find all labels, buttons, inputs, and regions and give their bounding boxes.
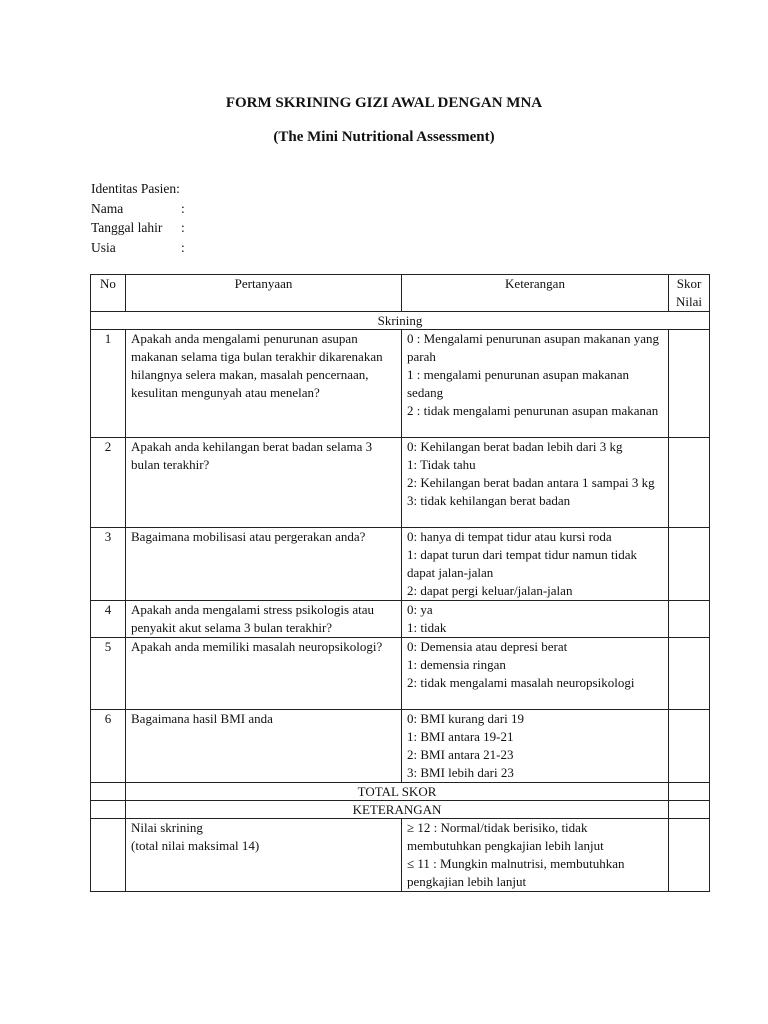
summary-row xyxy=(91,819,710,892)
option-text: 0: hanya di tempat tidur atau kursi roda xyxy=(407,529,612,544)
row-options xyxy=(402,638,669,710)
row-number: 6 xyxy=(91,710,126,783)
table-row xyxy=(91,638,710,710)
option-text: 0: ya xyxy=(407,602,433,617)
option-text: 0: Demensia atau depresi berat xyxy=(407,639,568,654)
row-number: 4 xyxy=(91,601,126,638)
option-text: 1: dapat turun dari tempat tidur namun tidak dapat jalan-jalan xyxy=(407,547,637,580)
row-options xyxy=(402,438,669,528)
option-text: 1: tidak xyxy=(407,620,447,635)
summary-options xyxy=(402,819,669,892)
description-score-empty-cell xyxy=(669,801,710,819)
option-text: 2: BMI antara 21-23 xyxy=(407,747,514,762)
table-row xyxy=(91,710,710,783)
row-options xyxy=(402,330,669,438)
row-question: Apakah anda mengalami penurunan asupan makanan selama tiga bulan terakhir dikarenakan hilangnya selera makan, masalah pencernaan, kesulitan mengunyah atau menelan? xyxy=(126,330,402,438)
identity-field-birthdate xyxy=(91,218,185,238)
section-row-description xyxy=(91,801,710,819)
identity-heading: Identitas Pasien: xyxy=(91,181,180,196)
table-row xyxy=(91,528,710,601)
document-title: FORM SKRINING GIZI AWAL DENGAN MNA xyxy=(225,95,543,111)
header-question: Pertanyaan xyxy=(126,275,402,312)
summary-question-line: Nilai skrining xyxy=(131,820,203,835)
total-score-label: TOTAL SKOR xyxy=(126,783,669,801)
option-text: 2: Kehilangan berat badan antara 1 sampai 3 kg xyxy=(407,475,655,490)
patient-identity-section xyxy=(91,179,185,257)
row-number: 3 xyxy=(91,528,126,601)
identity-field-age xyxy=(91,238,185,258)
row-options xyxy=(402,710,669,783)
option-text: ≤ 11 : Mungkin malnutrisi, membutuhkan pengkajian lebih lanjut xyxy=(407,856,625,889)
summary-score-cell[interactable] xyxy=(669,819,710,892)
table-header-row xyxy=(91,275,710,312)
header-score-line2: Nilai xyxy=(676,294,702,309)
section-screening-label: Skrining xyxy=(91,312,710,330)
option-text: ≥ 12 : Normal/tidak berisiko, tidak membutuhkan pengkajian lebih lanjut xyxy=(407,820,604,853)
identity-colon: : xyxy=(181,220,185,235)
option-text: 1: BMI antara 19-21 xyxy=(407,729,514,744)
header-score xyxy=(669,275,710,312)
header-no: No xyxy=(91,275,126,312)
table-row xyxy=(91,438,710,528)
score-cell[interactable] xyxy=(669,438,710,528)
row-options xyxy=(402,601,669,638)
total-score-cell[interactable] xyxy=(669,783,710,801)
row-question: Apakah anda mengalami stress psikologis atau penyakit akut selama 3 bulan terakhir? xyxy=(126,601,402,638)
score-cell[interactable] xyxy=(669,710,710,783)
row-number: 1 xyxy=(91,330,126,438)
identity-label: Tanggal lahir xyxy=(91,220,163,235)
identity-colon: : xyxy=(181,200,185,216)
option-text: 2: dapat pergi keluar/jalan-jalan xyxy=(407,583,573,598)
option-text: 1: demensia ringan xyxy=(407,657,506,672)
header-description: Keterangan xyxy=(402,275,669,312)
header-score-line1: Skor xyxy=(676,276,702,291)
document-subtitle: (The Mini Nutritional Assessment) xyxy=(273,129,495,145)
option-text: 2: tidak mengalami masalah neuropsikologi xyxy=(407,675,635,690)
row-question: Bagaimana hasil BMI anda xyxy=(126,710,402,783)
option-text: 1 : mengalami penurunan asupan makanan sedang xyxy=(407,367,630,400)
identity-label: Nama xyxy=(91,200,124,216)
option-text: 0: BMI kurang dari 19 xyxy=(407,711,524,726)
option-text: 3: BMI lebih dari 23 xyxy=(407,765,514,780)
summary-question xyxy=(126,819,402,892)
table-row xyxy=(91,601,710,638)
option-text: 2 : tidak mengalami penurunan asupan makanan xyxy=(407,403,659,418)
summary-empty-no xyxy=(91,819,126,892)
row-number: 2 xyxy=(91,438,126,528)
identity-colon: : xyxy=(181,239,185,255)
section-description-label: KETERANGAN xyxy=(126,801,669,819)
score-cell[interactable] xyxy=(669,528,710,601)
row-number: 5 xyxy=(91,638,126,710)
summary-question-line: (total nilai maksimal 14) xyxy=(131,838,260,853)
section-row-screening xyxy=(91,312,710,330)
mna-screening-table xyxy=(90,274,710,892)
row-question: Apakah anda kehilangan berat badan selama 3 bulan terakhir? xyxy=(126,438,402,528)
row-question: Apakah anda memiliki masalah neuropsikologi? xyxy=(126,638,402,710)
option-text: 0: Kehilangan berat badan lebih dari 3 kg xyxy=(407,439,623,454)
description-empty-cell xyxy=(91,801,126,819)
score-cell[interactable] xyxy=(669,601,710,638)
option-text: 0 : Mengalami penurunan asupan makanan yang parah xyxy=(407,331,659,364)
total-score-row xyxy=(91,783,710,801)
table-row xyxy=(91,330,710,438)
option-text: 3: tidak kehilangan berat badan xyxy=(407,493,571,508)
option-text: 1: Tidak tahu xyxy=(407,457,476,472)
total-empty-cell xyxy=(91,783,126,801)
score-cell[interactable] xyxy=(669,638,710,710)
identity-field-name xyxy=(91,199,185,219)
score-cell[interactable] xyxy=(669,330,710,438)
row-options xyxy=(402,528,669,601)
row-question: Bagaimana mobilisasi atau pergerakan anda? xyxy=(126,528,402,601)
identity-label: Usia xyxy=(91,239,116,255)
